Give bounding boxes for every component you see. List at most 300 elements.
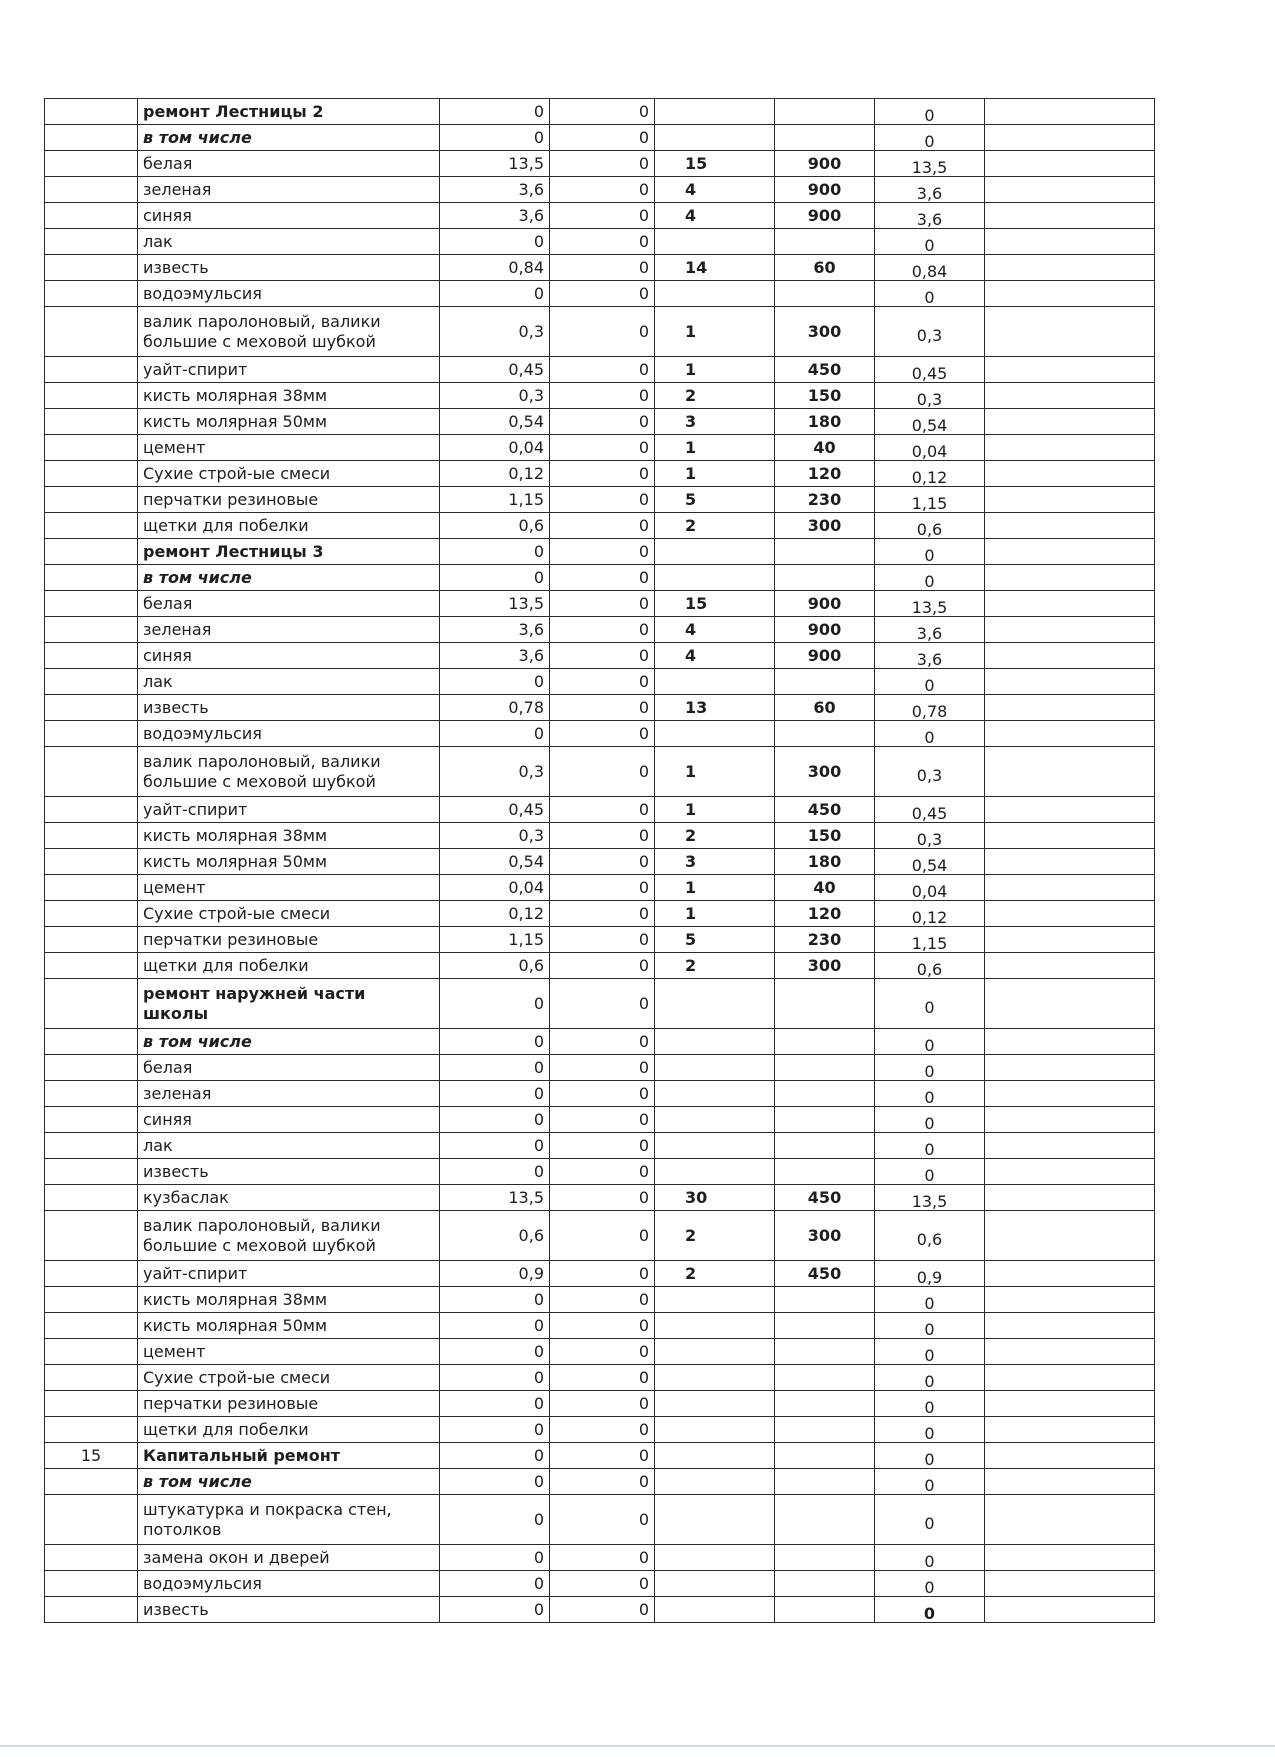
cell-v5: [875, 1261, 985, 1287]
cell-v2: 0: [550, 797, 655, 823]
cell-name: уайт-спирит: [138, 797, 440, 823]
cell-v3: 2: [655, 1261, 775, 1287]
cell-v5-text: 1,15: [911, 933, 948, 953]
table-row: [45, 1597, 1155, 1623]
table-row: [45, 255, 1155, 281]
cell-num: [45, 1417, 138, 1443]
cell-v2: 0: [550, 1469, 655, 1495]
cell-name: кисть молярная 38мм: [138, 823, 440, 849]
cell-num: [45, 177, 138, 203]
cell-v5: [875, 1029, 985, 1055]
cell-v3: [655, 1597, 775, 1623]
cell-v5-text: 0: [924, 1139, 935, 1159]
cell-name: водоэмульсия: [138, 1571, 440, 1597]
cell-v4: [775, 1107, 875, 1133]
cell-v2: 0: [550, 357, 655, 383]
cell-v4: [775, 1029, 875, 1055]
cell-v1: 0,12: [440, 901, 550, 927]
cell-v4: 300: [775, 953, 875, 979]
cell-v1: 0: [440, 1443, 550, 1469]
cell-v5: [875, 1417, 985, 1443]
cell-v5: [875, 307, 985, 357]
cell-v3: 1: [655, 747, 775, 797]
cell-v5-text: 0: [924, 1113, 935, 1133]
cell-v2: 0: [550, 125, 655, 151]
cell-v2: 0: [550, 591, 655, 617]
cell-v1: 3,6: [440, 643, 550, 669]
cell-v2: 0: [550, 151, 655, 177]
cell-num: [45, 435, 138, 461]
cell-v5-text: 0: [924, 1577, 935, 1597]
table-row: [45, 695, 1155, 721]
cell-name: Капитальный ремонт: [138, 1443, 440, 1469]
cell-num: [45, 849, 138, 875]
cell-v4: 40: [775, 875, 875, 901]
cell-v1: 0: [440, 1313, 550, 1339]
cell-v4: 450: [775, 797, 875, 823]
table-row: [45, 1159, 1155, 1185]
cell-v5: [875, 1571, 985, 1597]
cell-v3: 4: [655, 203, 775, 229]
cell-v1: 0,45: [440, 357, 550, 383]
materials-table-body: [45, 99, 1155, 1623]
table-row: [45, 409, 1155, 435]
cell-v2: 0: [550, 307, 655, 357]
table-row: [45, 357, 1155, 383]
cell-v2: 0: [550, 229, 655, 255]
cell-v5-text: 0: [924, 1397, 935, 1417]
cell-v5-text: 0,3: [916, 829, 943, 849]
cell-v3: 5: [655, 927, 775, 953]
cell-v2: 0: [550, 1443, 655, 1469]
cell-v1: 0: [440, 1495, 550, 1545]
cell-num: [45, 1339, 138, 1365]
cell-v3: 1: [655, 797, 775, 823]
table-row: [45, 151, 1155, 177]
cell-name: в том числе: [138, 565, 440, 591]
cell-v5-text: 0,12: [911, 907, 948, 927]
cell-v2: 0: [550, 669, 655, 695]
cell-v3: 15: [655, 591, 775, 617]
cell-name: водоэмульсия: [138, 281, 440, 307]
cell-name: перчатки резиновые: [138, 487, 440, 513]
cell-v5-text: 0,45: [911, 803, 948, 823]
cell-v6: [985, 979, 1155, 1029]
table-row: [45, 281, 1155, 307]
table-row: [45, 617, 1155, 643]
cell-name: кузбаслак: [138, 1185, 440, 1211]
cell-name: уайт-спирит: [138, 1261, 440, 1287]
cell-v2: 0: [550, 487, 655, 513]
cell-v4: 900: [775, 643, 875, 669]
table-row: [45, 1107, 1155, 1133]
cell-v1: 0: [440, 539, 550, 565]
cell-v4: [775, 1081, 875, 1107]
table-row: [45, 1571, 1155, 1597]
cell-v1: 0: [440, 1391, 550, 1417]
cell-v6: [985, 125, 1155, 151]
cell-v6: [985, 1107, 1155, 1133]
cell-v3: 4: [655, 177, 775, 203]
cell-v4: [775, 1417, 875, 1443]
cell-v5: [875, 1443, 985, 1469]
cell-v6: [985, 99, 1155, 125]
cell-v2: 0: [550, 99, 655, 125]
cell-v5-text: 0: [924, 131, 935, 151]
cell-v3: 13: [655, 695, 775, 721]
cell-name: валик паролоновый, валики большие с меховой шубкой: [138, 1211, 440, 1261]
cell-v5: [875, 1469, 985, 1495]
cell-v4: 150: [775, 823, 875, 849]
cell-num: [45, 1055, 138, 1081]
cell-num: [45, 383, 138, 409]
cell-v1: 0: [440, 979, 550, 1029]
cell-v4: [775, 1571, 875, 1597]
cell-name: щетки для побелки: [138, 953, 440, 979]
cell-v6: [985, 1313, 1155, 1339]
cell-num: [45, 307, 138, 357]
cell-name: цемент: [138, 1339, 440, 1365]
cell-v6: [985, 643, 1155, 669]
cell-v1: 0,04: [440, 875, 550, 901]
cell-num: [45, 1287, 138, 1313]
table-row: [45, 1417, 1155, 1443]
table-row: [45, 721, 1155, 747]
cell-v3: [655, 1391, 775, 1417]
cell-v5: [875, 875, 985, 901]
cell-v3: 2: [655, 383, 775, 409]
cell-v1: 0: [440, 565, 550, 591]
cell-v5: [875, 1211, 985, 1261]
cell-v1: 0,3: [440, 823, 550, 849]
cell-name: в том числе: [138, 1469, 440, 1495]
cell-num: [45, 1261, 138, 1287]
cell-v4: 300: [775, 513, 875, 539]
cell-v6: [985, 513, 1155, 539]
cell-v6: [985, 1365, 1155, 1391]
cell-v5: [875, 927, 985, 953]
cell-v2: 0: [550, 255, 655, 281]
cell-v4: [775, 1339, 875, 1365]
cell-v5-text: 0: [924, 1475, 935, 1495]
cell-name: зеленая: [138, 617, 440, 643]
cell-v3: [655, 1313, 775, 1339]
cell-name: известь: [138, 695, 440, 721]
cell-v2: 0: [550, 1185, 655, 1211]
cell-num: [45, 461, 138, 487]
cell-v4: 900: [775, 177, 875, 203]
cell-v1: 3,6: [440, 203, 550, 229]
cell-v2: 0: [550, 979, 655, 1029]
cell-v4: [775, 565, 875, 591]
cell-v6: [985, 849, 1155, 875]
cell-v5: [875, 487, 985, 513]
table-row: [45, 1185, 1155, 1211]
cell-num: [45, 721, 138, 747]
cell-v1: 0: [440, 229, 550, 255]
cell-v5: [875, 513, 985, 539]
cell-v2: 0: [550, 203, 655, 229]
cell-v4: 230: [775, 927, 875, 953]
cell-v5-text: 0,3: [916, 765, 943, 785]
cell-v1: 0: [440, 125, 550, 151]
cell-name: лак: [138, 229, 440, 255]
cell-v5: [875, 591, 985, 617]
cell-v6: [985, 721, 1155, 747]
cell-v5: [875, 99, 985, 125]
table-row: [45, 1339, 1155, 1365]
cell-v1: 0,6: [440, 953, 550, 979]
table-row: [45, 901, 1155, 927]
cell-v5-text: 0: [924, 287, 935, 307]
cell-v4: 120: [775, 461, 875, 487]
cell-v4: [775, 1495, 875, 1545]
cell-v4: [775, 1545, 875, 1571]
cell-v4: [775, 1313, 875, 1339]
table-row: [45, 307, 1155, 357]
cell-num: [45, 1029, 138, 1055]
cell-v4: [775, 1055, 875, 1081]
cell-v5: [875, 565, 985, 591]
cell-v2: 0: [550, 461, 655, 487]
cell-v6: [985, 1469, 1155, 1495]
cell-v6: [985, 383, 1155, 409]
cell-v5: [875, 125, 985, 151]
cell-v2: 0: [550, 721, 655, 747]
cell-name: ремонт Лестницы 3: [138, 539, 440, 565]
cell-name: штукатурка и покраска стен, потолков: [138, 1495, 440, 1545]
cell-v4: [775, 1133, 875, 1159]
cell-name: щетки для побелки: [138, 513, 440, 539]
cell-name: зеленая: [138, 177, 440, 203]
cell-v5-text: 3,6: [916, 183, 943, 203]
cell-v2: 0: [550, 695, 655, 721]
cell-v3: [655, 1495, 775, 1545]
cell-v4: [775, 1597, 875, 1623]
cell-v5-text: 0,54: [911, 415, 948, 435]
cell-v6: [985, 409, 1155, 435]
cell-v2: 0: [550, 1365, 655, 1391]
cell-v6: [985, 203, 1155, 229]
cell-v5: [875, 1185, 985, 1211]
cell-v2: 0: [550, 1029, 655, 1055]
cell-name: лак: [138, 669, 440, 695]
cell-v2: 0: [550, 953, 655, 979]
table-row: [45, 1365, 1155, 1391]
cell-v2: 0: [550, 1261, 655, 1287]
cell-v2: 0: [550, 539, 655, 565]
cell-name: синяя: [138, 1107, 440, 1133]
table-row: [45, 953, 1155, 979]
cell-v5-text: 0: [924, 727, 935, 747]
cell-v2: 0: [550, 1159, 655, 1185]
cell-v2: 0: [550, 849, 655, 875]
cell-num: [45, 1365, 138, 1391]
cell-v5-text: 3,6: [916, 623, 943, 643]
cell-v1: 0,6: [440, 1211, 550, 1261]
cell-v2: 0: [550, 1545, 655, 1571]
cell-v1: 0: [440, 1365, 550, 1391]
cell-v2: 0: [550, 643, 655, 669]
cell-v6: [985, 1597, 1155, 1623]
cell-v6: [985, 617, 1155, 643]
cell-num: [45, 255, 138, 281]
cell-v1: 0: [440, 1159, 550, 1185]
cell-v6: [985, 1391, 1155, 1417]
cell-num: [45, 565, 138, 591]
cell-num: [45, 99, 138, 125]
cell-v5: [875, 1365, 985, 1391]
cell-v3: [655, 1365, 775, 1391]
table-row: [45, 797, 1155, 823]
cell-v5: [875, 849, 985, 875]
cell-v5: [875, 979, 985, 1029]
cell-num: [45, 125, 138, 151]
cell-v3: [655, 229, 775, 255]
cell-v4: [775, 1159, 875, 1185]
cell-v5-text: 0,6: [916, 959, 943, 979]
cell-v5-text: 3,6: [916, 649, 943, 669]
table-row: [45, 177, 1155, 203]
cell-v5-text: 0,3: [916, 389, 943, 409]
cell-v4: 450: [775, 1185, 875, 1211]
cell-num: 15: [45, 1443, 138, 1469]
cell-v6: [985, 539, 1155, 565]
cell-v2: 0: [550, 1107, 655, 1133]
cell-v2: 0: [550, 383, 655, 409]
cell-v6: [985, 695, 1155, 721]
cell-v5-text: 0: [924, 675, 935, 695]
cell-name: синяя: [138, 203, 440, 229]
cell-v3: [655, 1055, 775, 1081]
cell-v3: [655, 539, 775, 565]
cell-v5-text: 0,04: [911, 441, 948, 461]
table-row: [45, 203, 1155, 229]
cell-v6: [985, 901, 1155, 927]
cell-v3: 1: [655, 901, 775, 927]
cell-v4: [775, 99, 875, 125]
cell-v5-text: 0: [924, 1345, 935, 1365]
cell-v4: 60: [775, 255, 875, 281]
cell-v4: [775, 979, 875, 1029]
table-row: [45, 669, 1155, 695]
table-row: [45, 1287, 1155, 1313]
cell-num: [45, 1211, 138, 1261]
cell-name: Сухие строй-ые смеси: [138, 901, 440, 927]
cell-num: [45, 695, 138, 721]
cell-v5-text: 13,5: [911, 1191, 948, 1211]
cell-v2: 0: [550, 513, 655, 539]
cell-v5: [875, 255, 985, 281]
cell-v5-text: 0,04: [911, 881, 948, 901]
cell-v2: 0: [550, 1597, 655, 1623]
cell-v5: [875, 229, 985, 255]
cell-v1: 0: [440, 1339, 550, 1365]
cell-name: цемент: [138, 875, 440, 901]
cell-v1: 0: [440, 1469, 550, 1495]
cell-v4: [775, 281, 875, 307]
cell-v5-text: 0: [924, 1061, 935, 1081]
cell-name: цемент: [138, 435, 440, 461]
cell-name: ремонт Лестницы 2: [138, 99, 440, 125]
cell-v1: 0: [440, 1597, 550, 1623]
cell-v5-text: 0,54: [911, 855, 948, 875]
table-row: [45, 927, 1155, 953]
cell-num: [45, 1597, 138, 1623]
cell-num: [45, 281, 138, 307]
cell-num: [45, 1159, 138, 1185]
cell-v5: [875, 797, 985, 823]
cell-name: белая: [138, 1055, 440, 1081]
cell-name: белая: [138, 591, 440, 617]
cell-v3: [655, 1571, 775, 1597]
cell-v2: 0: [550, 1287, 655, 1313]
cell-v5: [875, 1313, 985, 1339]
cell-v5: [875, 1133, 985, 1159]
cell-v1: 0,3: [440, 747, 550, 797]
cell-v5: [875, 177, 985, 203]
table-row: [45, 643, 1155, 669]
cell-num: [45, 901, 138, 927]
cell-v5: [875, 747, 985, 797]
table-row: [45, 591, 1155, 617]
cell-v5: [875, 151, 985, 177]
table-row: [45, 1495, 1155, 1545]
cell-v5-text: 0,9: [916, 1267, 943, 1287]
cell-v2: 0: [550, 1211, 655, 1261]
cell-v3: [655, 721, 775, 747]
cell-name: щетки для побелки: [138, 1417, 440, 1443]
cell-v4: [775, 1391, 875, 1417]
cell-v4: 900: [775, 617, 875, 643]
cell-v4: [775, 1443, 875, 1469]
table-row: [45, 875, 1155, 901]
cell-v1: 0: [440, 99, 550, 125]
cell-v5: [875, 1545, 985, 1571]
cell-v6: [985, 823, 1155, 849]
cell-v4: 300: [775, 747, 875, 797]
cell-v1: 0,9: [440, 1261, 550, 1287]
cell-num: [45, 591, 138, 617]
cell-num: [45, 357, 138, 383]
cell-num: [45, 1081, 138, 1107]
cell-v4: 900: [775, 591, 875, 617]
cell-v6: [985, 1029, 1155, 1055]
cell-v3: 4: [655, 617, 775, 643]
cell-name: замена окон и дверей: [138, 1545, 440, 1571]
table-row: [45, 487, 1155, 513]
table-row: [45, 383, 1155, 409]
cell-v1: 13,5: [440, 591, 550, 617]
cell-v2: 0: [550, 281, 655, 307]
cell-v1: 0: [440, 1571, 550, 1597]
cell-v6: [985, 1545, 1155, 1571]
cell-v1: 0,45: [440, 797, 550, 823]
cell-v6: [985, 357, 1155, 383]
cell-num: [45, 1185, 138, 1211]
cell-v3: [655, 1545, 775, 1571]
table-row: [45, 229, 1155, 255]
cell-v5-text: 0: [924, 997, 935, 1017]
cell-v1: 0,78: [440, 695, 550, 721]
cell-num: [45, 1313, 138, 1339]
cell-v5: [875, 643, 985, 669]
cell-v2: 0: [550, 1313, 655, 1339]
cell-v5-text: 0: [924, 1165, 935, 1185]
cell-num: [45, 823, 138, 849]
cell-v6: [985, 747, 1155, 797]
cell-name: перчатки резиновые: [138, 1391, 440, 1417]
